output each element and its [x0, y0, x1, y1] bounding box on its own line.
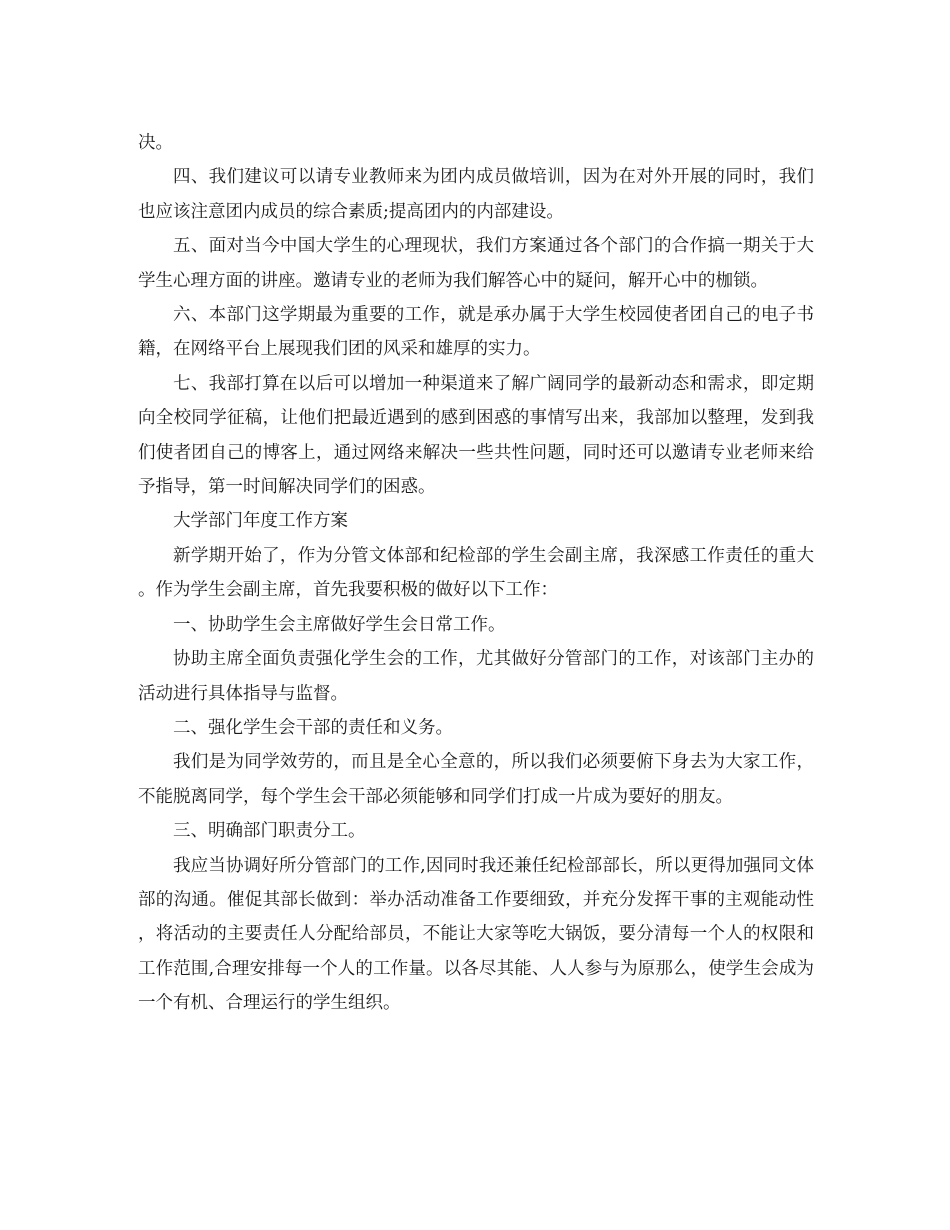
document-body [138, 126, 814, 1021]
paragraph-item-six: 六、本部门这学期最为重要的工作，就是承办属于大学生校园使者团自己的电子书籍，在网络平台上展现我们团的风采和雄厚的实力。 [138, 305, 814, 360]
paragraph-item-seven: 七、我部打算在以后可以增加一种渠道来了解广阔同学的最新动态和需求，即定期向全校同学征稿，让他们把最近遇到的感到困惑的事情写出来，我部加以整理，发到我们使者团自己的博客上，通过网络来解决一些共性问题，同时还可以邀请专业老师来给予指导，第一时间解决同学们的困惑。 [138, 373, 814, 498]
paragraph-item-one-body: 协助主席全面负责强化学生会的工作，尤其做好分管部门的工作，对该部门主办的活动进行具体指导与监督。 [138, 649, 814, 704]
paragraph-continuation: 决。 [138, 133, 173, 153]
section-title: 大学部门年度工作方案 [173, 511, 348, 532]
heading-item-one: 一、协助学生会主席做好学生会日常工作。 [173, 614, 506, 635]
paragraph-item-two-body: 我们是为同学效劳的，而且是全心全意的，所以我们必须要俯下身去为大家工作，不能脱离同学，每个学生会干部必须能够和同学们打成一片成为要好的朋友。 [138, 752, 814, 807]
paragraph-item-four: 四、我们建议可以请专业教师来为团内成员做培训，因为在对外开展的同时，我们也应该注意团内成员的综合素质;提高团内的内部建设。 [138, 167, 814, 222]
paragraph-item-five: 五、面对当今中国大学生的心理现状，我们方案通过各个部门的合作搞一期关于大学生心理方面的讲座。邀请专业的老师为我们解答心中的疑问，解开心中的枷锁。 [138, 236, 814, 291]
heading-item-three: 三、明确部门职责分工。 [173, 821, 366, 842]
heading-item-two: 二、强化学生会干部的责任和义务。 [173, 717, 453, 738]
paragraph-item-three-body: 我应当协调好所分管部门的工作,因同时我还兼任纪检部部长，所以更得加强同文体部的沟通。催促其部长做到：举办活动准备工作要细致，并充分发挥干事的主观能动性，将活动的主要责任人分配给部员，不能让大家等吃大锅饭，要分清每一个人的权限和工作范围,合理安排每一个人的工作量。以各尽其能、人人参与为原那么，使学生会成为一个有机、合理运行的学生组织。 [138, 855, 814, 1014]
paragraph-intro: 新学期开始了，作为分管文体部和纪检部的学生会副主席，我深感工作责任的重大。作为学生会副主席，首先我要积极的做好以下工作： [138, 545, 814, 601]
